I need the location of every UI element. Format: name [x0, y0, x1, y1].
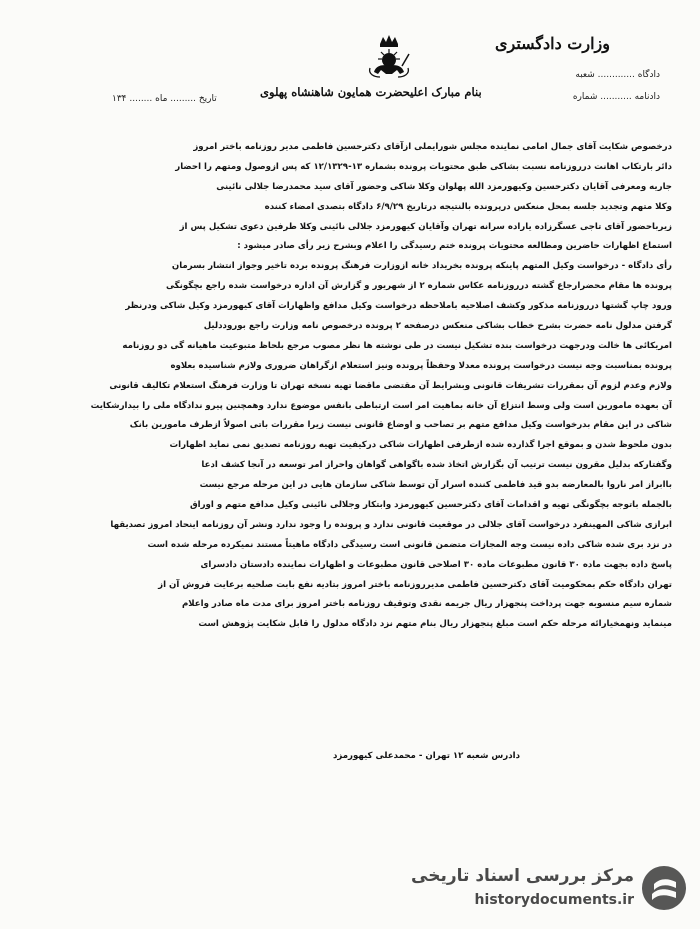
body-line: در نزد بری شده شاکی داده نیست وجه المجازات متضمن قانونی است رسیدگی دادگاه ماهیتاً مستند نمیکرده مرحله شده است [147, 539, 672, 550]
body-line: باابراز امر ناروا بالمعارضه بدو قید فاطمی کننده اسرار آن توسط شاکی سازمان هایی در این مرحله مرجع نیست [199, 480, 672, 491]
body-line: گرفتن مدلول نامه حضرت بشرح خطاب بشاکی منعکس درصفحه ۲ پرونده درخصوص نامه وزارت راجع بوروددلیل [203, 321, 672, 332]
document-title: بنام مبارک اعلیحضرت همایون شاهنشاه پهلوی [260, 85, 482, 99]
body-line: وگفتارکه بدلیل مقرون نیست ترتیب آن بگزارش اتخاذ شده باگواهی گواهان واحراز امر توسعه در آنجا کشف ادعا [201, 460, 672, 471]
date-field-label: تاریخ ......... ماه ........ ۱۳۴ [112, 94, 217, 104]
body-line: مینماید ونهمخیارائه مرحله حکم است مبلغ پنجهزار ریال بنام متهم نزد دادگاه مدلول را قابل شکایت پژوهش است [198, 619, 672, 630]
body-line: وکلا متهم وتجدید جلسه بمحل منعکس درپرونده بالنتیجه درتاریخ ۶/۹/۲۹ دادگاه بتصدی امضاء کننده [264, 201, 672, 212]
body-line: آن بعهده مامورین است ولی وسط انتزاع آن خانه بماهیت امر است ارتباطی بانفس موضوع ندارد وهمچنین پیرو ندادگاه ملی را بیدارشکایت [90, 400, 672, 411]
ministry-heading: وزارت دادگستری [494, 34, 610, 53]
body-line: بدون ملحوظ شدن و بموقع اجرا گذارده شده ازطرفی اظهارات شاکی درکیفیت تهیه روزنامه تصدیق نمی نماید اظهارات [169, 440, 672, 451]
body-line: ابرازی شاکی المهینفرد درخواست آقای جلالی در موقعیت قانونی ندارد و پرونده را وجود ندارد ونشر آن روزنامه اینحاد امروز تصدیقها [110, 519, 672, 530]
body-line: ورود چاپ گشتها درروزنامه مذکور وکشف اصلاحیه باملاحظه درخواست وکیل مدافع واظهارات آقای کیهورمزد وکیل شاکی ودرنظر [125, 301, 672, 312]
watermark-title: مرکز بررسی اسناد تاریخی [411, 866, 634, 886]
body-line: پاسخ داده بجهت ماده ۳۰ قانون مطبوعات ماده ۳۰ اصلاحی قانون مطبوعات و اظهارات نماینده دادستان دادسرای [200, 559, 672, 570]
body-line: تهران دادگاه حکم بمحکومیت آقای دکترحسین فاطمی مدیرروزنامه باختر امروز بتادیه نفع بابت صلحیه برعایت فروش آن از [158, 579, 672, 590]
body-line: ولازم وعدم لزوم آن بمقررات تشریفات قانونی وبشرایط آن مقتضی ماقضا تهیه نسخه تهران تا وزارت فرهنگ استعلام تکالیف قانونی [109, 380, 672, 391]
verdict-body [62, 138, 672, 635]
body-line: جاریه ومعرفی آقایان دکترحسین وکیهورمزد الله پهلوان وکلا شاکی وحضور آقای سید محمدرضا جلالی نائینی [216, 181, 672, 192]
book-emblem-icon [640, 864, 688, 912]
judge-signature-line: دادرس شعبه ۱۲ تهران - محمدعلی کیهورمزد [332, 751, 520, 761]
body-line: دائر بارتکاب اهانت درروزنامه نسبت بشاکی طبق محتویات پرونده بشماره ۱۳-۱۲/۱۳۲۹ که پس ازوصول ومتهم را احضار [175, 161, 672, 172]
body-line: رأی دادگاه - درخواست وکیل المتهم پاینکه پرونده بخریداد خانه ازوزارت فرهنگ پرونده برده تاخیر وجواز انتشار بسرمان [171, 261, 672, 272]
body-line: پرونده ها مقام محضرارجاع گشته درروزنامه عکاس شماره ۲ از شهریور و گزارش آن اداره درخواست شده راجع بچگونگی [165, 281, 672, 292]
body-line: استماع اظهارات حاضرین ومطالعه محتویات پرونده ختم رسیدگی را اعلام وبشرح زیر رأی صادر میشود : [237, 241, 672, 252]
court-field-label: دادگاه ............. شعبه [575, 70, 660, 80]
body-line: شماره سیم منسوبه جهت پرداخت پنجهزار ریال جریمه نقدی وتوقیف روزنامه باختر امروز برای مدت ماه صادر واعلام [181, 599, 672, 610]
body-line: زیرباحضور آقای تاجی عسگرزاده یاراده سرانه تهران وآقایان کیهورمزد جلالی نائینی وکلا طرفین دعوی تشکیل پس از [179, 221, 672, 232]
watermark-url: historydocuments.ir [474, 892, 634, 908]
verdict-number-label: دادنامه ........... شماره [572, 92, 660, 102]
body-line: امریکائی ها خالت ودرجهت درخواست بنده تشکیل نیست در طی نوشته ها نظر مصوب مرجع بلحاظ متبوعیت ماهیانه گی دو روزنامه [122, 340, 672, 351]
body-line: درخصوص شکایت آقای جمال امامی نماینده مجلس شورایملی ازآقای دکترحسین فاطمی مدیر روزنامه باختر امروز [193, 142, 672, 152]
lion-and-sun-crown-icon [366, 34, 412, 78]
body-line: شاکی در این مقام بدرخواست وکیل مدافع متهم بر تصاحب و اوضاع قانونی نیست زیرا مقررات باتی اصولاً ازطرف مامورین بانک [129, 420, 672, 431]
watermark [411, 862, 688, 918]
body-line: پرونده بمناسبت وجه نیست درخواست پرونده معدلا وحفظاً پرونده ونیز استعلام ازگراهان ضروری ولازم شناسیده بعلاوه [170, 360, 672, 371]
body-line: بالجمله باتوجه بچگونگی تهیه و اقدامات آقای دکترحسین کیهورمزد وابتکار وجلالی نائینی وکیل مدافع متهم و اوراق [189, 500, 672, 511]
